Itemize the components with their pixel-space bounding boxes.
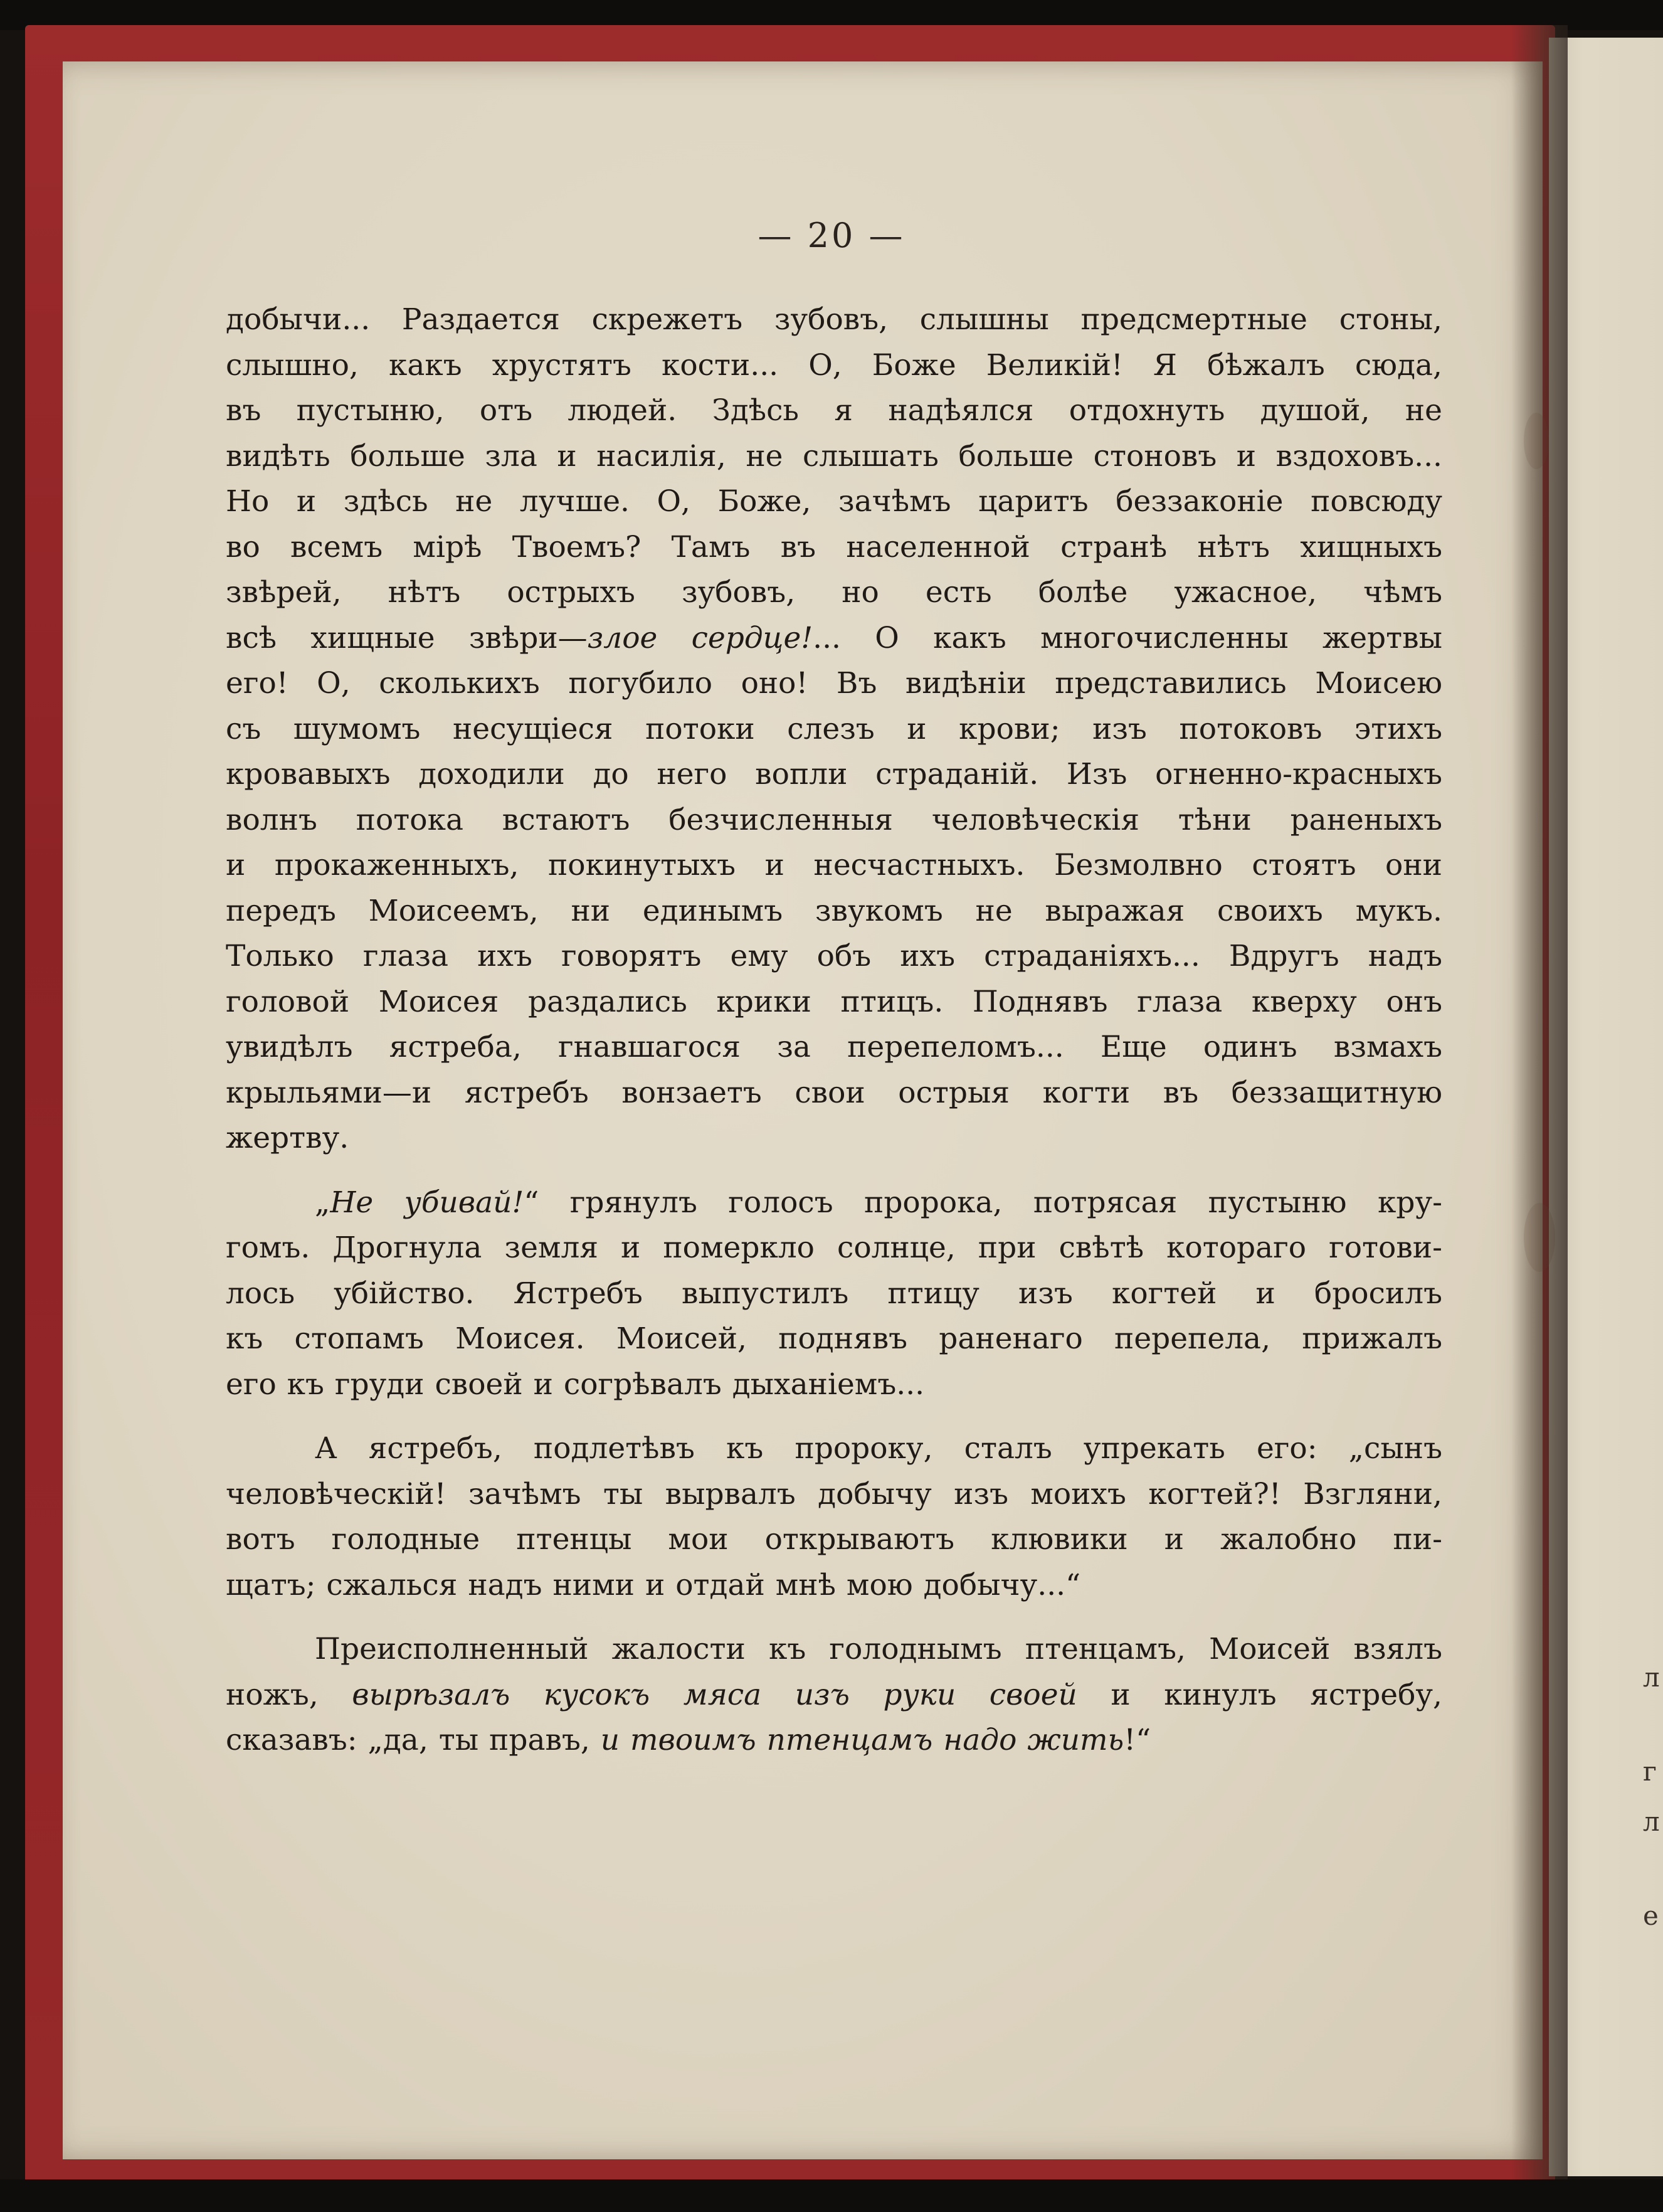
- text-line: его къ груди своей и согрѣвалъ дыханіемъ...: [226, 1367, 925, 1402]
- scan-border-bottom: [0, 2179, 1663, 2212]
- text-run: „: [315, 1185, 330, 1220]
- text-line: лось убійство. Ястребъ выпустилъ птицу изъ когтей и бросилъ: [226, 1276, 1442, 1311]
- text-line: его! О, сколькихъ погубило оно! Въ видѣніи представились Моисею: [226, 666, 1442, 701]
- italic-text-run: Не убивай!: [330, 1185, 524, 1220]
- italic-text-run: злое сердце!: [587, 620, 813, 655]
- text-line: добычи... Раздается скрежетъ зубовъ, слышны предсмертные стоны,: [226, 302, 1442, 337]
- facing-page-fragment: л: [1643, 1662, 1660, 1693]
- text-run: ножъ,: [226, 1677, 352, 1712]
- text-line: во всемъ мірѣ Твоемъ? Тамъ въ населенной странѣ нѣтъ хищныхъ: [226, 529, 1442, 564]
- text-line: головой Моисея раздались крики птицъ. Поднявъ глаза кверху онъ: [226, 984, 1442, 1019]
- text-line: передъ Моисеемъ, ни единымъ звукомъ не выражая своихъ мукъ.: [226, 893, 1442, 928]
- text-line: слышно, какъ хрустятъ кости... О, Боже Великій! Я бѣжалъ сюда,: [226, 347, 1442, 383]
- text-line: [226, 616, 1442, 662]
- text-line: [226, 1180, 1442, 1226]
- book-gutter-shadow: [1511, 25, 1568, 2183]
- text-line: Только глаза ихъ говорятъ ему объ ихъ страданіяхъ... Вдругъ надъ: [226, 939, 1442, 973]
- paragraph-gap: [226, 1162, 1442, 1180]
- text-run: всѣ хищные звѣри—: [226, 620, 588, 655]
- text-run: “ грянулъ голосъ пророка, потрясая пустыню кру-: [524, 1185, 1442, 1220]
- italic-text-run: вырѣзалъ кусокъ мяса изъ руки своей: [352, 1677, 1077, 1712]
- text-run: ... О какъ многочисленны жертвы: [813, 620, 1442, 655]
- text-line: [226, 1673, 1442, 1718]
- text-run: сказавъ: „да, ты правъ,: [226, 1723, 601, 1757]
- text-line: и прокаженныхъ, покинутыхъ и несчастныхъ. Безмолвно стоятъ они: [226, 848, 1442, 882]
- text-line: звѣрей, нѣтъ острыхъ зубовъ, но есть болѣе ужасное, чѣмъ: [226, 575, 1442, 610]
- paragraph-gap: [226, 1608, 1442, 1627]
- text-run: и кинулъ ястребу,: [1077, 1677, 1442, 1712]
- text-line: къ стопамъ Моисея. Моисей, поднявъ раненаго перепела, прижалъ: [226, 1321, 1442, 1356]
- text-line: кровавыхъ доходили до него вопли страданій. Изъ огненно-красныхъ: [226, 757, 1442, 791]
- text-line: Но и здѣсь не лучше. О, Боже, зачѣмъ царитъ беззаконіе повсюду: [226, 484, 1442, 519]
- text-run: !“: [1124, 1723, 1151, 1757]
- page-body-text: [226, 297, 1442, 1764]
- text-line: щатъ; сжалься надъ ними и отдай мнѣ мою добычу...“: [226, 1567, 1081, 1602]
- text-line: вотъ голодные птенцы мои открываютъ клювики и жалобно пи-: [226, 1522, 1442, 1557]
- text-line: человѣческій! зачѣмъ ты вырвалъ добычу изъ моихъ когтей?! Взгляни,: [226, 1476, 1442, 1511]
- text-line: въ пустыню, отъ людей. Здѣсь я надѣялся отдохнуть душой, не: [226, 393, 1442, 428]
- text-line: А ястребъ, подлетѣвъ къ пророку, сталъ упрекать его: „сынъ: [315, 1431, 1442, 1466]
- text-line: гомъ. Дрогнула земля и померкло солнце, при свѣтѣ котораго готови-: [226, 1230, 1442, 1265]
- text-line: крыльями—и ястребъ вонзаетъ свои острыя когти въ беззащитную: [226, 1075, 1442, 1110]
- text-line: жертву.: [226, 1121, 349, 1155]
- italic-text-run: и твоимъ птенцамъ надо жить: [600, 1723, 1124, 1757]
- paragraph-gap: [226, 1407, 1442, 1426]
- text-line: съ шумомъ несущіеся потоки слезъ и крови; изъ потоковъ этихъ: [226, 711, 1442, 746]
- text-line: волнъ потока встаютъ безчисленныя человѣческія тѣни раненыхъ: [226, 802, 1442, 837]
- facing-page-fragment: е: [1643, 1900, 1659, 1931]
- page-number: — 20 —: [758, 216, 905, 255]
- text-line: увидѣлъ ястреба, гнавшагося за перепеломъ... Еще одинъ взмахъ: [226, 1030, 1442, 1064]
- text-line: [226, 1718, 1442, 1764]
- facing-page-fragment: г: [1643, 1756, 1657, 1787]
- text-line: Преисполненный жалости къ голоднымъ птенцамъ, Моисей взялъ: [315, 1632, 1442, 1666]
- text-line: видѣть больше зла и насилія, не слышать больше стоновъ и вздоховъ...: [226, 438, 1442, 474]
- facing-page-fragment: л: [1643, 1806, 1660, 1837]
